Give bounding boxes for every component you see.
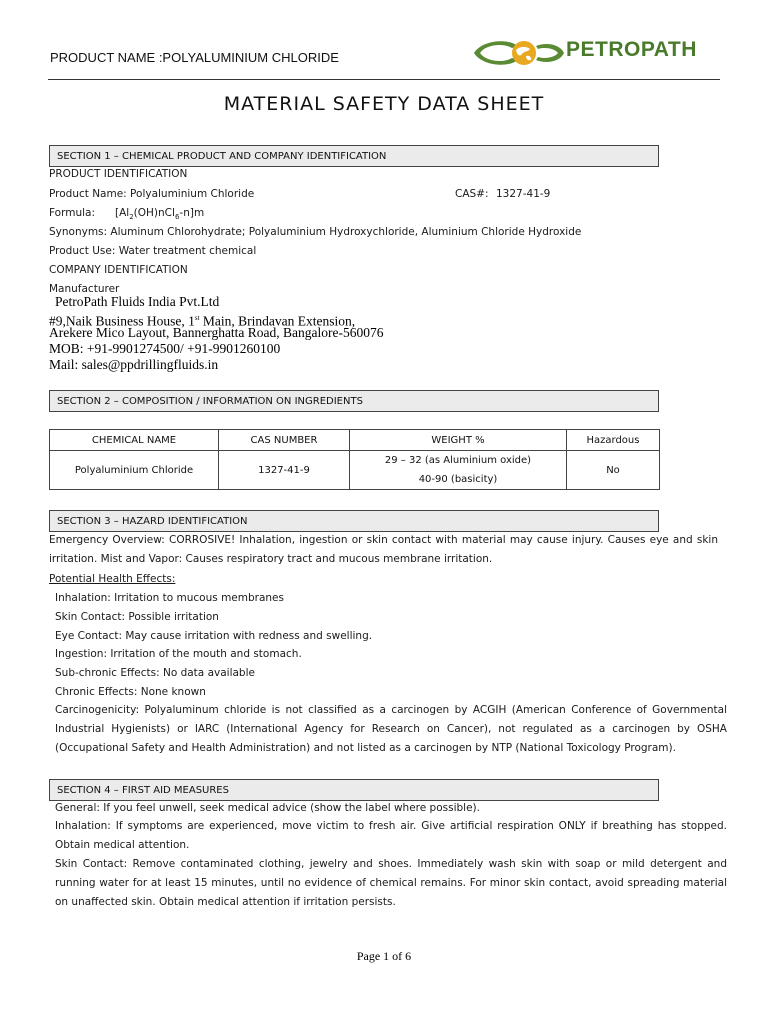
section-2-heading: SECTION 2 – COMPOSITION / INFORMATION ON INGREDIENTS (49, 390, 659, 412)
product-use-line: Product Use: Water treatment chemical (49, 245, 257, 257)
page-number: Page 1 of 6 (356, 949, 412, 963)
list-item: Ingestion: Irritation of the mouth and stomach. (55, 648, 302, 660)
formula-value: $[Al_2(OH)nCl_6-n]m$ (115, 207, 205, 222)
document-title: MATERIAL SAFETY DATA SHEET (223, 93, 545, 115)
cas-label: CAS#: (455, 188, 489, 200)
list-item: Eye Contact: May cause irritation with redness and swelling. (55, 630, 373, 642)
company-identification-label: COMPANY IDENTIFICATION (49, 264, 188, 276)
company-name: PetroPath Fluids India Pvt.Ltd (55, 294, 220, 309)
cas-value: 1327-41-9 (496, 188, 551, 200)
section-3-heading: SECTION 3 – HAZARD IDENTIFICATION (49, 510, 659, 532)
cas-number-cell: 1327-41-9 (219, 451, 350, 490)
emergency-overview: Emergency Overview: CORROSIVE! Inhalation, ingestion or skin contact with material may cause injury. Causes eye and skin irritation. Mist and Vapor: Causes respiratory tract and mucous membrane irritation. (49, 534, 718, 565)
header-divider (48, 79, 720, 80)
chemical-name-cell: Polyaluminium Chloride (50, 451, 219, 490)
first-aid-skin-contact: Skin Contact: Remove contaminated clothing, jewelry and shoes. Immediately wash skin with soap or mild detergent and running water for at least 15 minutes, until no evidence of chemical remains. For minor skin contact, avoid spreading material on unaffected skin. Obtain medical attention if irritation persists. (55, 858, 727, 908)
list-item: Skin Contact: Possible irritation (55, 611, 219, 623)
address-line-2: Arekere Mico Layout, Bannerghatta Road, Bangalore-560076 (49, 325, 384, 340)
product-name-line: Product Name: Polyaluminium Chloride (49, 188, 255, 200)
column-header: WEIGHT % (350, 430, 567, 451)
carcinogenicity-paragraph: Carcinogenicity: Polyaluminum chloride is not classified as a carcinogen by ACGIH (American Conference of Governmental Industrial Hygienists) or IARC (International Agency for Research on Cancer), not regulated as a carcinogen by OSHA (Occupational Safety and Health Administration) and not listed as a carcinogen by NTP (National Toxicology Program). (55, 704, 727, 754)
section-4-heading: SECTION 4 – FIRST AID MEASURES (49, 779, 659, 801)
globe-logo-icon (468, 36, 568, 70)
first-aid-inhalation: Inhalation: If symptoms are experienced, move victim to fresh air. Give artificial respiration ONLY if breathing has stopped. Obtain medical attention. (55, 820, 727, 851)
column-header: Hazardous (567, 430, 660, 451)
mail-line: Mail: sales@ppdrillingfluids.in (49, 357, 219, 372)
section-1-heading: SECTION 1 – CHEMICAL PRODUCT AND COMPANY IDENTIFICATION (49, 145, 659, 167)
list-item: Sub-chronic Effects: No data available (55, 667, 255, 679)
table-header-row (50, 430, 660, 451)
first-aid-general: General: If you feel unwell, seek medical advice (show the label where possible). (55, 802, 480, 814)
product-identification-label: PRODUCT IDENTIFICATION (49, 168, 188, 180)
composition-table (49, 429, 660, 490)
weight-cell (350, 451, 567, 490)
hazardous-cell: No (567, 451, 660, 490)
weight-line-1: 29 – 32 (as Aluminium oxide) (384, 455, 532, 466)
column-header: CHEMICAL NAME (50, 430, 219, 451)
table-row (50, 451, 660, 490)
address-line-1: #9,Naik Business House, 1st Main, Brindavan Extension, (49, 313, 356, 329)
company-logo (468, 36, 730, 70)
synonyms-line: Synonyms: Aluminum Chlorohydrate; Polyaluminium Hydroxychloride, Aluminium Chloride Hydroxide (49, 226, 582, 238)
list-item: Chronic Effects: None known (55, 686, 206, 698)
formula-label: Formula: (49, 207, 95, 219)
weight-line-2: 40-90 (basicity) (418, 474, 498, 485)
column-header: CAS NUMBER (219, 430, 350, 451)
mobile-line: MOB: +91-9901274500/ +91-9901260100 (49, 341, 281, 356)
logo-wordmark: PETROPATH (566, 38, 697, 61)
manufacturer-label: Manufacturer (49, 283, 120, 295)
health-effects-heading: Potential Health Effects: (49, 573, 176, 585)
product-name-header: PRODUCT NAME :POLYALUMINIUM CHLORIDE (50, 50, 339, 65)
list-item: Inhalation: Irritation to mucous membranes (55, 592, 284, 604)
